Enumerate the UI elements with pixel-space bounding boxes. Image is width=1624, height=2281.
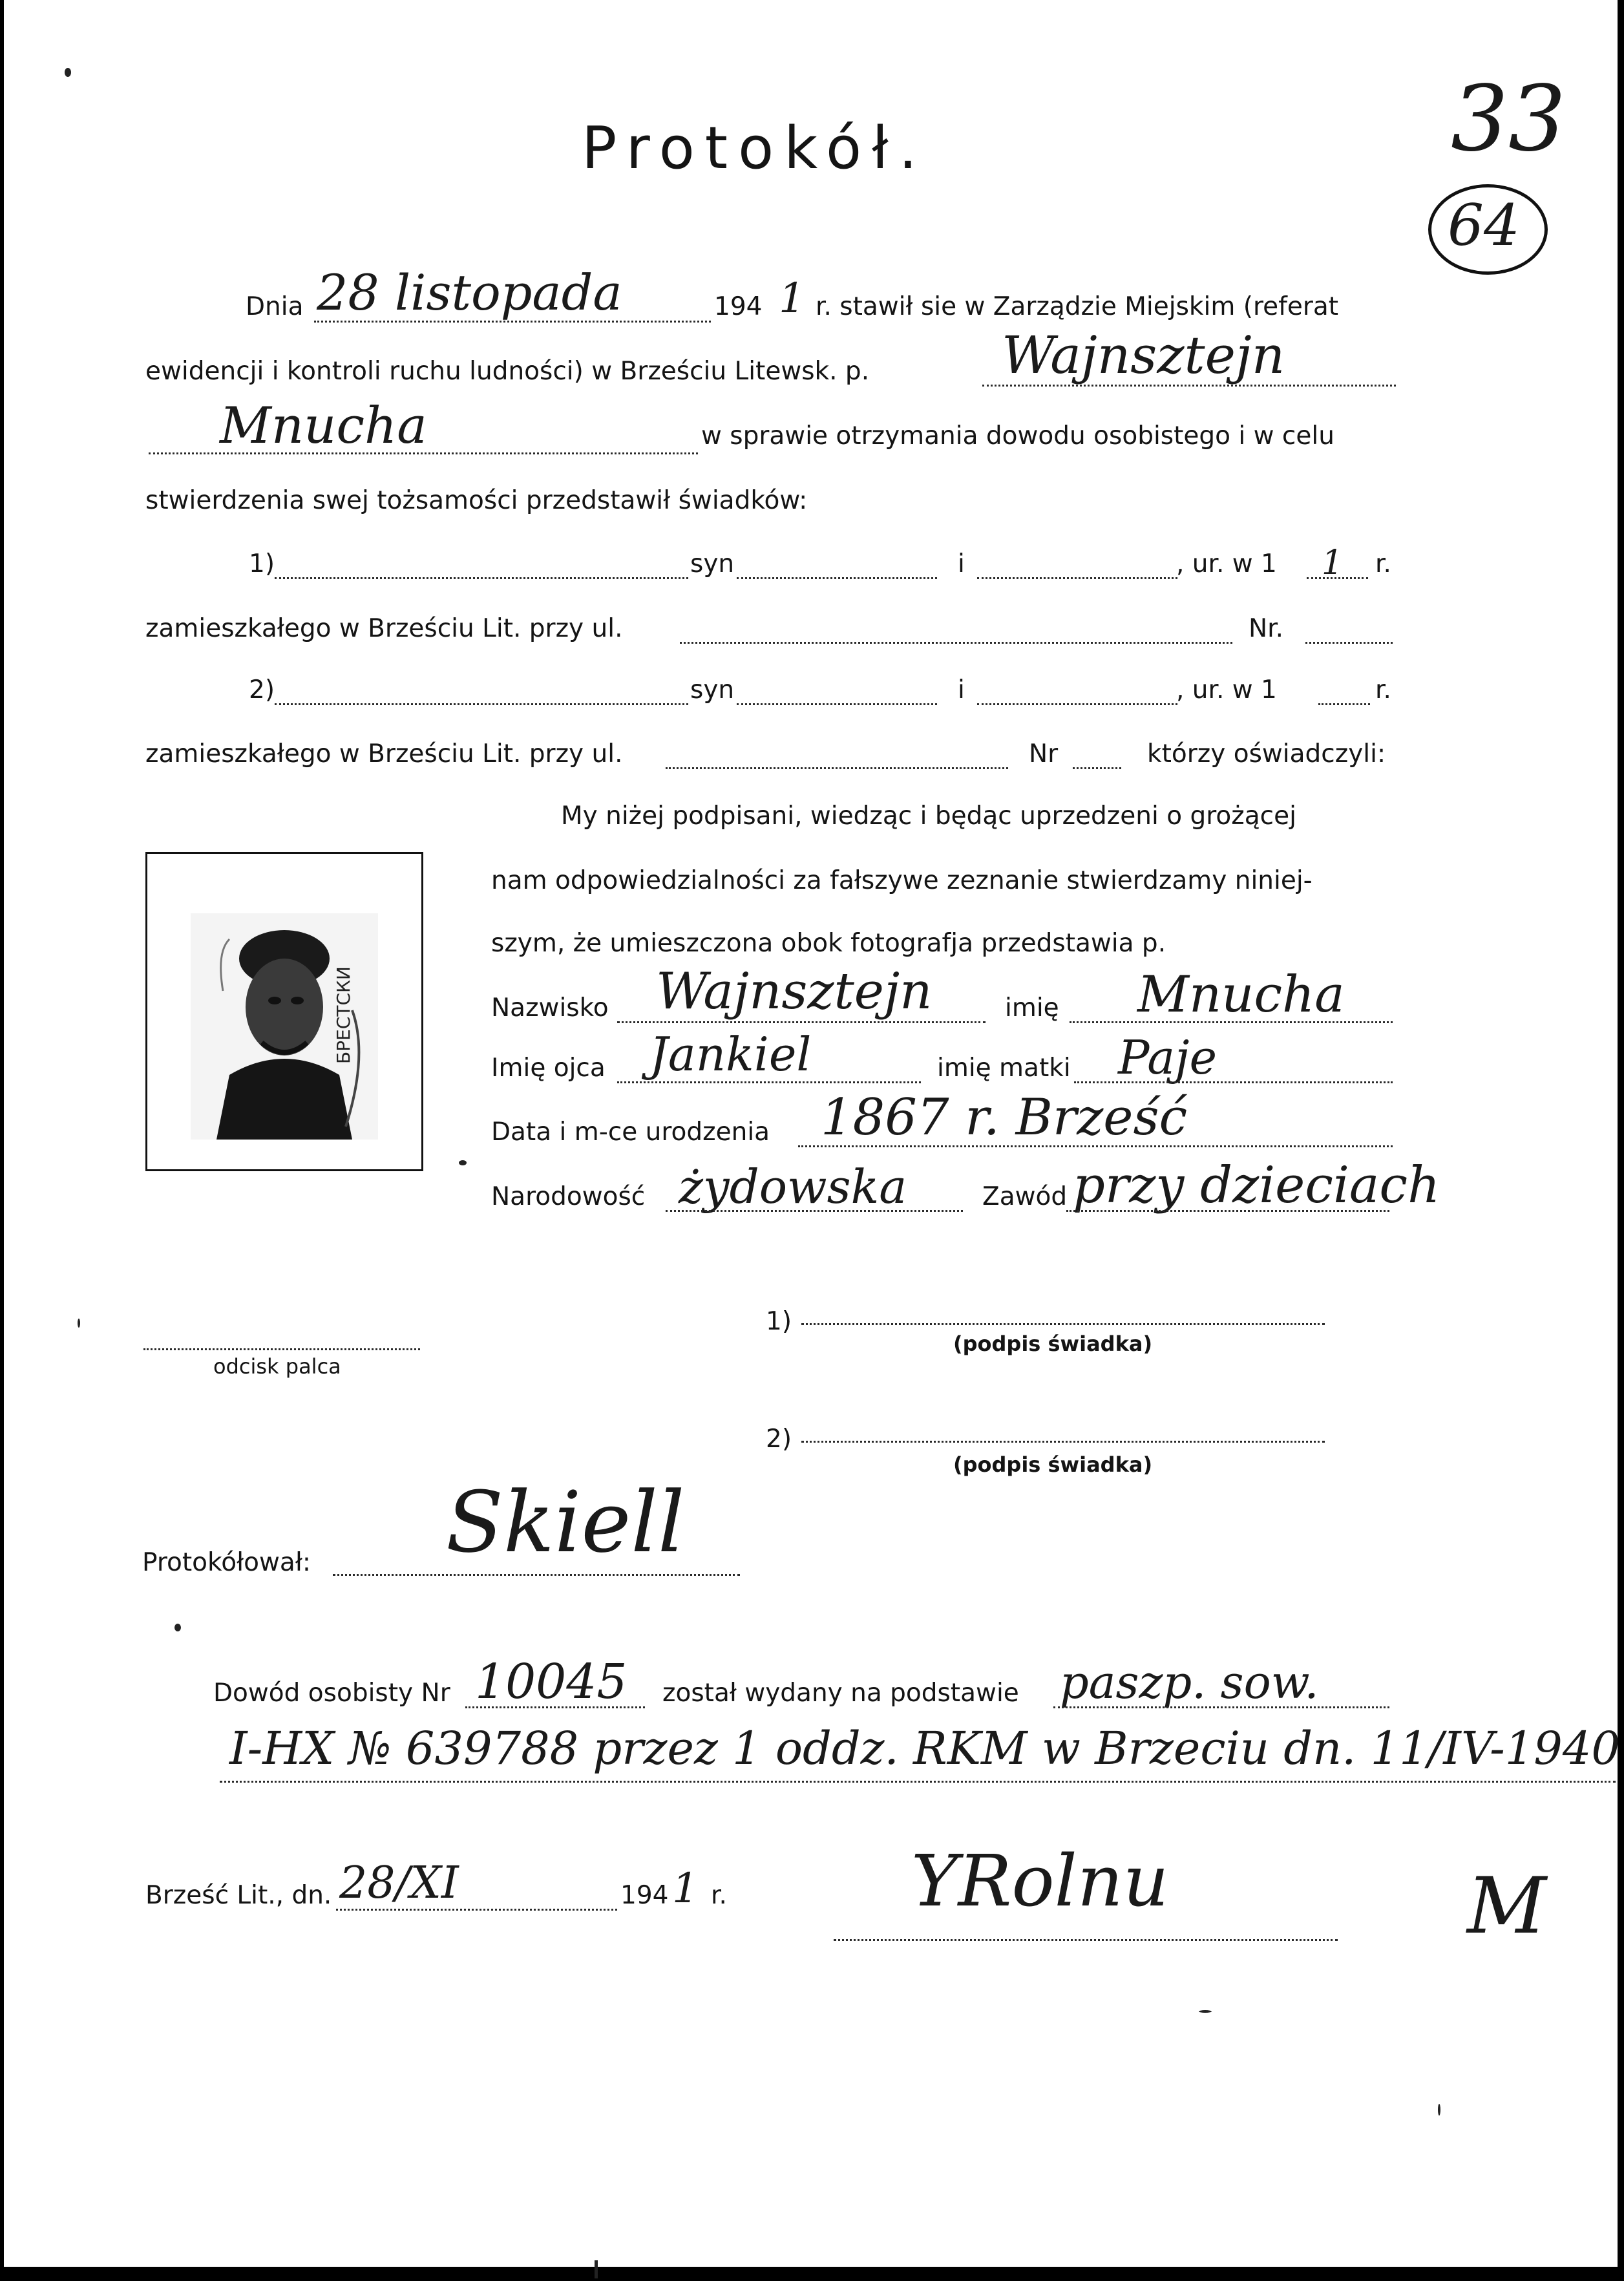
zawod-line bbox=[1066, 1210, 1389, 1212]
dowod-wydany: został wydany na podstawie bbox=[662, 1679, 1019, 1708]
imie-label: imię bbox=[1005, 993, 1059, 1023]
witness2-address-label: zamieszkałego w Brześciu Lit. przy ul. bbox=[145, 739, 623, 769]
zawod-label: Zawód bbox=[982, 1182, 1068, 1211]
footer-date: 28/XI bbox=[339, 1858, 459, 1909]
photo-frame bbox=[145, 852, 423, 1171]
imie-matki-label: imię matki bbox=[937, 1054, 1071, 1083]
surname-dotted-line bbox=[982, 385, 1396, 387]
fingerprint-label: odcisk palca bbox=[213, 1354, 341, 1379]
footer-date-line bbox=[336, 1909, 617, 1911]
signature1-number: 1) bbox=[766, 1307, 792, 1336]
protokolowal-signature: Skiell bbox=[446, 1473, 685, 1571]
imie-ojca-value: Jankiel bbox=[649, 1027, 812, 1081]
witness2-r: r. bbox=[1375, 675, 1391, 705]
scan-speck bbox=[174, 1624, 181, 1631]
declaration-line2: nam odpowiedzialności za fałszywe zeznanie stwierdzamy niniej- bbox=[491, 866, 1313, 895]
witness2-nr-line bbox=[1073, 767, 1121, 769]
witness1-syn: syn bbox=[690, 549, 735, 578]
witness2-father-line bbox=[737, 703, 937, 705]
footer-place: Brześć Lit., dn. bbox=[145, 1881, 332, 1910]
imie-ojca-line bbox=[617, 1081, 921, 1083]
witness2-nr: Nr bbox=[1029, 739, 1059, 769]
witness1-address-label: zamieszkałego w Brześciu Lit. przy ul. bbox=[145, 614, 623, 643]
nazwisko-value: Wajnsztejn bbox=[656, 962, 933, 1021]
dowod-basis: paszp. sow. bbox=[1060, 1656, 1319, 1709]
witness1-i: i bbox=[958, 549, 965, 578]
witness2-ktorzy: którzy oświadczyli: bbox=[1147, 739, 1386, 769]
witness2-syn: syn bbox=[690, 675, 735, 705]
zawod-value: przy dzieciach bbox=[1073, 1156, 1440, 1215]
witness2-name-line bbox=[275, 703, 688, 705]
year-prefix: 194 bbox=[714, 292, 763, 321]
signature2-line bbox=[801, 1441, 1325, 1443]
dowod-basis-line bbox=[1053, 1706, 1389, 1708]
intro-line3: w sprawie otrzymania dowodu osobistego i w celu bbox=[701, 421, 1334, 451]
footer-r: r. bbox=[711, 1881, 727, 1910]
declaration-line1: My niżej podpisani, wiedząc i będąc uprzedzeni o grożącej bbox=[561, 801, 1296, 831]
firstname-handwritten: Mnucha bbox=[220, 397, 427, 455]
scan-bottom-edge bbox=[0, 2267, 1624, 2281]
witness1-mother-line bbox=[977, 577, 1177, 579]
footer-year-prefix: 194 bbox=[620, 1881, 669, 1910]
witness1-nr: Nr. bbox=[1249, 614, 1284, 643]
scan-speck bbox=[595, 2260, 598, 2278]
witness1-name-line bbox=[275, 577, 688, 579]
scan-speck bbox=[459, 1160, 467, 1165]
signature1-caption: (podpis świadka) bbox=[953, 1331, 1153, 1356]
dowod-number-line bbox=[465, 1706, 645, 1708]
scan-left-edge bbox=[0, 0, 4, 2281]
nazwisko-line bbox=[617, 1021, 986, 1023]
footer-year-digit: 1 bbox=[672, 1865, 699, 1913]
protokolowal-label: Protokółował: bbox=[142, 1548, 311, 1577]
scan-right-edge bbox=[1618, 0, 1624, 2281]
declaration-line3: szym, że umieszczona obok fotografja przedstawia p. bbox=[491, 929, 1166, 958]
witness1-nr-line bbox=[1305, 642, 1393, 644]
dowod-label: Dowód osobisty Nr bbox=[213, 1679, 450, 1708]
data-urodzenia-value: 1867 r. Brześć bbox=[821, 1088, 1188, 1147]
imie-ojca-label: Imię ojca bbox=[491, 1054, 606, 1083]
official-signature: YRolnu bbox=[911, 1840, 1169, 1922]
imie-matki-line bbox=[1074, 1081, 1393, 1083]
scan-speck bbox=[1438, 2104, 1440, 2116]
witness2-i: i bbox=[958, 675, 965, 705]
intro-line2: ewidencji i kontroli ruchu ludności) w Brześciu Litewsk. p. bbox=[145, 357, 870, 386]
data-urodzenia-label: Data i m-ce urodzenia bbox=[491, 1118, 770, 1147]
imie-matki-value: Paje bbox=[1118, 1030, 1218, 1085]
witness1-year-line bbox=[1307, 577, 1368, 579]
witness1-ur: , ur. w 1 bbox=[1176, 549, 1277, 578]
witness2-number: 2) bbox=[249, 675, 275, 705]
witness1-street-line bbox=[680, 642, 1232, 644]
firstname-dotted-line bbox=[149, 452, 698, 454]
imie-value: Mnucha bbox=[1137, 966, 1345, 1024]
protokolowal-line bbox=[333, 1574, 740, 1576]
imie-line bbox=[1070, 1021, 1393, 1023]
nazwisko-label: Nazwisko bbox=[491, 993, 609, 1023]
intro-stawil-text: r. stawił sie w Zarządzie Miejskim (referat bbox=[816, 292, 1339, 321]
witness1-number: 1) bbox=[249, 549, 275, 578]
witness2-mother-line bbox=[977, 703, 1177, 705]
fingerprint-line bbox=[143, 1348, 420, 1350]
witness2-ur: , ur. w 1 bbox=[1176, 675, 1277, 705]
archive-number: 33 bbox=[1451, 67, 1566, 172]
surname-handwritten: Wajnsztejn bbox=[1002, 325, 1285, 385]
signature1-line bbox=[801, 1323, 1325, 1325]
page-title: Protokół. bbox=[582, 114, 928, 182]
scan-speck bbox=[65, 68, 71, 77]
narodowosc-line bbox=[666, 1210, 963, 1212]
date-dotted-line bbox=[314, 321, 711, 323]
witness1-r: r. bbox=[1375, 549, 1391, 578]
scan-speck bbox=[1199, 2010, 1212, 2013]
dowod-line2-underline bbox=[220, 1781, 1616, 1783]
photo-stamp-text: БРЕСТСКИ bbox=[333, 966, 354, 1064]
intro-line4: stwierdzenia swej tożsamości przedstawił świadków: bbox=[145, 486, 808, 515]
official-initial: M bbox=[1467, 1862, 1546, 1951]
year-digit-handwritten: 1 bbox=[779, 275, 805, 323]
witness2-street-line bbox=[666, 767, 1008, 769]
official-signature-line bbox=[834, 1939, 1338, 1941]
witness1-year-mark: 1 bbox=[1322, 544, 1344, 582]
archive-circled-number: 64 bbox=[1448, 192, 1520, 259]
narodowosc-value: żydowska bbox=[679, 1160, 907, 1214]
data-urodzenia-line bbox=[798, 1145, 1393, 1147]
narodowosc-label: Narodowość bbox=[491, 1182, 646, 1211]
scan-speck bbox=[78, 1319, 80, 1328]
witness2-year-line bbox=[1318, 703, 1370, 705]
signature2-caption: (podpis świadka) bbox=[953, 1452, 1153, 1477]
signature2-number: 2) bbox=[766, 1425, 792, 1454]
witness1-father-line bbox=[737, 577, 937, 579]
dowod-line2: I-HX № 639788 przez 1 oddz. RKM w Brzeciu dn. 11/IV-1940 bbox=[229, 1722, 1620, 1775]
date-handwritten: 28 listopada bbox=[317, 264, 622, 321]
dnia-label: Dnia bbox=[246, 292, 304, 321]
dowod-number: 10045 bbox=[475, 1654, 627, 1710]
